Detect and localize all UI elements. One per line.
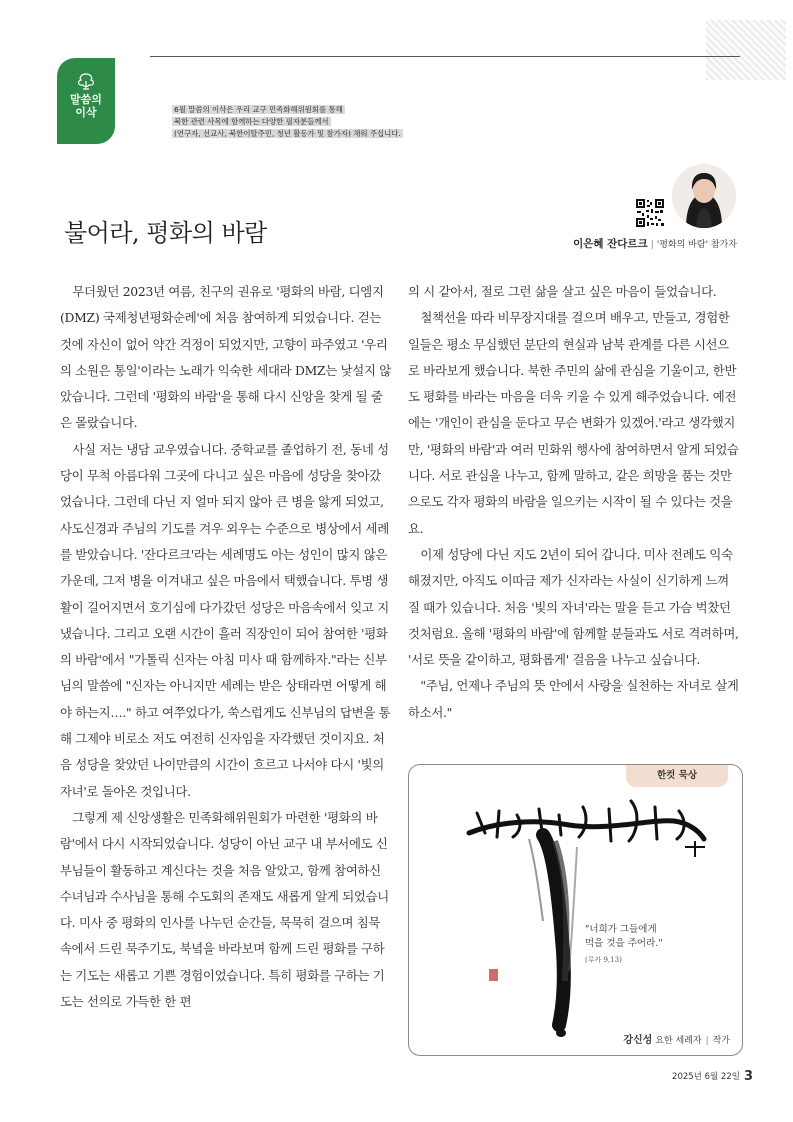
artist-baptismal-name: 요한 세례자: [655, 1036, 702, 1046]
author-photo: [672, 164, 736, 228]
issue-date: 2025년 6월 22일: [672, 1072, 740, 1082]
header-rule: [150, 56, 740, 57]
paragraph-continuation: 의 시 같아서, 절로 그런 삶을 살고 싶은 마음이 들었습니다.: [408, 284, 717, 299]
article-title: 불어라, 평화의 바람: [64, 219, 267, 247]
page-footer: [672, 1069, 753, 1084]
paragraph: 이제 성당에 다닌 지도 2년이 되어 갑니다. 미사 전례도 익숙해졌지만, 아직도 이따금 제가 신자라는 사실이 신기하게 느껴질 때가 있습니다. 처음 '빛의 자녀'라는 말을 듣고 가슴 벅찼던 것처럼요. 올해 '평화의 바람'에 함께할 분들과도 서로 격려하며, '서로 뜻을 같이하고, 평화롭게' 걸음을 나누고 싶습니다.: [408, 546, 739, 668]
author-role: '평화의 바람' 참가자: [656, 240, 737, 250]
article-column-left: [60, 279, 392, 1015]
scripture-quote: "너희가 그들에게 먹을 것을 주어라.": [585, 924, 663, 949]
paragraph: 그렇게 제 신앙생활은 민족화해위원회가 마련한 '평화의 바람'에서 다시 시작되었습니다. 성당이 아닌 교구 내 부서에도 신부님들이 활동하고 계신다는 것을 처음 알았고, 함께 참여하신 수녀님과 수사님을 통해 수도회의 존재도 새롭게 알게 되었습니다. 미사 중 평화의 인사를 나누던 순간들, 묵묵히 걸으며 침묵 속에서 드린 묵주기도, 북녘을 바라보며 함께 드린 평화를 구하는 기도는 새롭고 기쁜 경험이었습니다. 특히 평화를 구하는 기도는 선의로 가득한 한 편: [60, 809, 389, 1010]
paragraph: 무더웠던 2023년 여름, 친구의 권유로 '평화의 바람, 디엠지(DMZ) 국제청년평화순례'에 처음 참여하게 되었습니다. 걷는 것에 자신이 없어 약간 걱정이 되었지만, 고향이 파주였고 '우리의 소원은 통일'이라는 노래가 익숙한 세대라 DMZ는 낯설지 않았습니다. 그런데 '평화의 바람'을 통해 다시 신앙을 찾게 될 줄은 몰랐습니다.: [60, 284, 391, 431]
paragraph: 사실 저는 냉담 교우였습니다. 중학교를 졸업하기 전, 동네 성당이 무척 아름다워 그곳에 다니고 싶은 마음에 성당을 찾아갔었습니다. 그런데 다닌 지 얼마 되지 않아 큰 병을 앓게 되었고, 사도신경과 주님의 기도를 겨우 외우는 수준으로 병상에서 세례를 받았습니다. '잔다르크'라는 세례명도 아는 성인이 많지 않은 가운데, 그저 병을 이겨내고 싶은 마음에서 택했습니다. 투병 생활이 길어지면서 호기심에 다가갔던 성당은 마음속에서 잊고 지냈습니다. 그리고 오랜 시간이 흘러 직장인이 되어 참여한 '평화의 바람'에서 "가톨릭 신자는 아침 미사 때 함께하자."라는 신부님의 말씀에 "신자는 아니지만 세례는 받은 상태라면 어떻게 해야 하는지…." 하고 여쭈었다가, 쑥스럽게도 신부님의 답변을 통해 그제야 비로소 저도 여전히 신자임을 자각했던 것이지요. 처음 성당을 찾았던 나이만큼의 시간이 흐르고 나서야 다시 '빛의 자녀'로 돌아온 것입니다.: [60, 441, 391, 799]
section-tab: [57, 58, 115, 144]
paragraph: "주님, 언제나 주님의 뜻 안에서 사랑을 실천하는 자녀로 살게 하소서.": [408, 678, 739, 720]
section-label: 말씀의 이삭: [70, 93, 102, 119]
calligraphy-artwork: [459, 781, 729, 1051]
corner-texture: [706, 20, 786, 80]
article-column-right: [408, 279, 740, 726]
author-byline: 이은혜 잔다르크 | '평화의 바람' 참가자: [573, 238, 737, 250]
intro-line: (연구자, 선교사, 북한이탈주민, 청년 활동가 및 참가자) 채워 주십니다.: [174, 129, 401, 138]
intro-line: 북한 관련 사목에 함께하는 다양한 필자분들께서: [174, 117, 329, 126]
page-number: 3: [743, 1069, 753, 1084]
tree-icon: [75, 72, 97, 90]
intro-line: 6월 말씀의 이삭은 우리 교구 민족화해위원회를 통해: [174, 105, 343, 114]
scripture-reference: (루카 9,13): [585, 956, 622, 964]
paragraph: 철책선을 따라 비무장지대를 걸으며 배우고, 만들고, 경험한 일들은 평소 무심했던 분단의 현실과 남북 관계를 다른 시선으로 바라보게 했습니다. 북한 주민의 삶에 관심을 기울이고, 한반도 평화를 바라는 마음을 더욱 키울 수 있게 해주었습니다. 예전에는 '개인이 관심을 둔다고 무슨 변화가 있겠어.'라고 생각했지만, '평화의 바람'과 여러 민화위 행사에 참여하면서 알게 되었습니다. 서로 관심을 나누고, 함께 말하고, 같은 희망을 품는 것만으로도 각자 평화의 바람을 일으키는 시작이 될 수 있다는 것을요.: [408, 310, 739, 536]
qr-code-icon[interactable]: [636, 199, 664, 227]
meditation-badge: 한컷 묵상: [626, 765, 728, 787]
artist-role: 작가: [712, 1036, 730, 1046]
author-name: 이은혜 잔다르크: [573, 238, 648, 250]
artist-credit: 강신성 요한 세례자 | 작가: [623, 1035, 730, 1046]
meditation-box: [408, 764, 743, 1056]
intro-text: [172, 104, 403, 140]
artist-name: 강신성: [623, 1035, 653, 1046]
